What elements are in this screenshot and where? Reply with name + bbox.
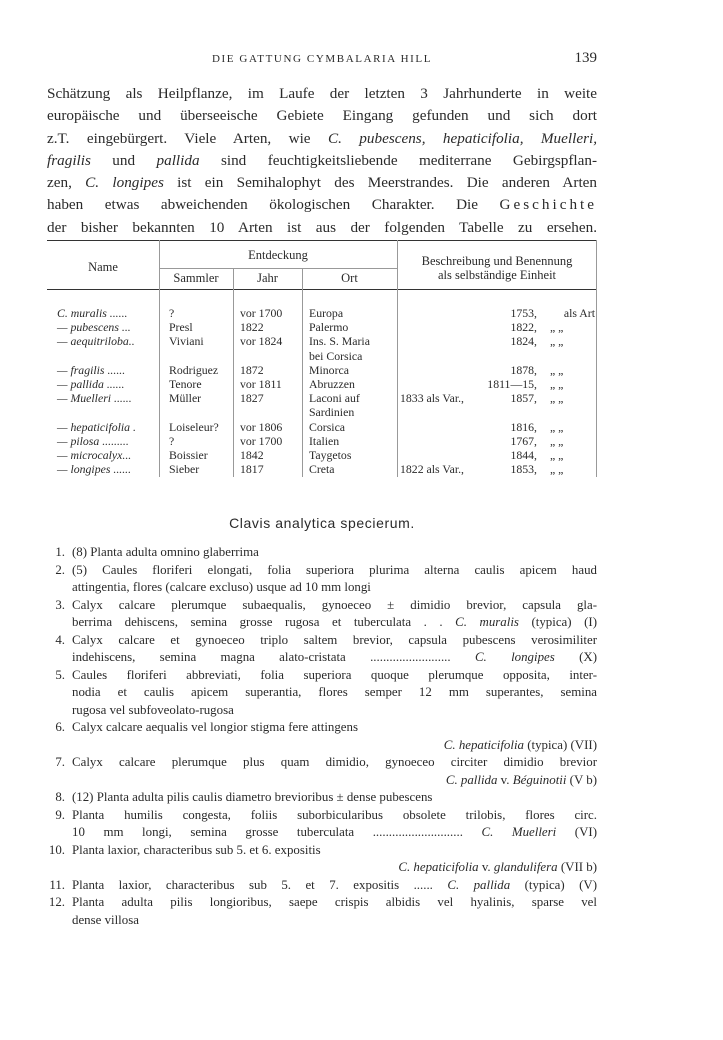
key-text: Planta laxior, characteribus sub 5. et 7. expositis ...... bbox=[72, 877, 448, 892]
species-name: C. muralis bbox=[455, 615, 519, 629]
key-number: 4. bbox=[55, 632, 65, 647]
collector: Müller bbox=[169, 391, 202, 406]
header-beschreibung-2: als selbständige Einheit bbox=[437, 268, 557, 282]
table-row bbox=[47, 334, 597, 348]
collector: Viviani bbox=[169, 334, 204, 349]
key-line bbox=[47, 755, 597, 773]
key-number: 2. bbox=[55, 562, 65, 577]
key-text: Planta laxior, characteribus sub 5. et 6. expositis bbox=[72, 842, 321, 857]
species-name: — aequitriloba.. bbox=[57, 334, 135, 349]
key-text: Calyx calcare plerumque subaequalis, gynoeceo ± dimidio brevior, capsula gla- bbox=[72, 597, 597, 612]
collector: Rodriguez bbox=[169, 362, 219, 377]
key-line bbox=[47, 685, 597, 703]
table-row bbox=[47, 363, 597, 377]
key-text: attingentia, flores (calcare excluso) usque ad 10 mm longi bbox=[72, 580, 371, 594]
key-ref: (X) bbox=[554, 650, 597, 664]
variety-note: 1833 als Var., bbox=[400, 391, 465, 406]
key-text: Planta humilis congesta, foliis suborbicularibus obsolete trilobis, flores circ. bbox=[72, 807, 597, 822]
key-text: rugosa vel subfoveolato-rugosa bbox=[72, 702, 234, 717]
ditto-marks: „ „ bbox=[550, 334, 564, 349]
ditto-marks: „ „ bbox=[550, 448, 564, 462]
collector: Loiseleur? bbox=[169, 419, 219, 434]
collector: ? bbox=[169, 306, 175, 320]
intro-line bbox=[47, 172, 597, 194]
species-name: — pubescens ... bbox=[57, 320, 131, 335]
discovery-year: 1817 bbox=[240, 462, 264, 477]
table-header-rule bbox=[47, 289, 597, 290]
ditto-marks: „ „ bbox=[550, 362, 564, 377]
header-beschreibung: Beschreibung und Benennung bbox=[421, 254, 573, 268]
intro-line bbox=[47, 150, 597, 172]
species-name: pallida bbox=[156, 151, 200, 169]
key-line bbox=[47, 913, 597, 931]
key-line bbox=[47, 703, 597, 721]
key-text: indehiscens, semina magna alato-cristata ......................... bbox=[72, 650, 475, 664]
key-text: 10 mm longi, semina grosse tuberculata ............................ bbox=[72, 825, 482, 839]
discovery-year: vor 1824 bbox=[240, 334, 283, 349]
key-text: Calyx calcare plerumque plus quam dimidio, gynoeceo circiter dimidio brevior bbox=[72, 755, 597, 769]
key-number: 11. bbox=[49, 877, 65, 892]
discovery-year: 1822 bbox=[240, 320, 264, 335]
key-number: 12. bbox=[48, 895, 65, 909]
key-number: 8. bbox=[55, 790, 65, 804]
description-year: 1824, bbox=[510, 334, 537, 349]
key-ref: (V b) bbox=[566, 772, 597, 787]
description-year: 1811—15, bbox=[487, 377, 537, 391]
species-name: C. hepaticifolia bbox=[398, 860, 479, 874]
ditto-marks: „ „ bbox=[550, 391, 564, 406]
collector: ? bbox=[169, 433, 175, 448]
table-row bbox=[47, 405, 597, 419]
ditto-marks: „ „ bbox=[550, 377, 564, 391]
species-name: — microcalyx... bbox=[57, 448, 132, 462]
key-text: (12) Planta adulta pilis caulis diametro brevioribus ± dense pubescens bbox=[72, 790, 433, 804]
intro-line bbox=[47, 128, 597, 150]
spaced-word: Geschichte bbox=[499, 196, 597, 214]
key-text: Planta adulta pilis longioribus, saepe crispis albidis vel hyalinis, sparse vel bbox=[72, 895, 597, 909]
species-name: C. longipes bbox=[85, 174, 164, 192]
key-ref: (VII b) bbox=[557, 860, 597, 874]
header-name: Name bbox=[88, 260, 118, 274]
clavis-title: Clavis analytica specierum. bbox=[229, 515, 415, 531]
key-text: dense villosa bbox=[72, 912, 139, 927]
key-line bbox=[47, 878, 597, 896]
species-name: C. pallida bbox=[447, 877, 511, 892]
running-header bbox=[47, 50, 597, 70]
intro-text: haben etwas abweichenden ökologischen Charakter. Die bbox=[47, 196, 500, 214]
locality: bei Corsica bbox=[309, 348, 363, 363]
key-text: nodia et caulis apicem superantia, flores semper 12 mm superantes, semina bbox=[72, 685, 597, 699]
species-name: C. muralis ...... bbox=[57, 306, 128, 320]
species-name: fragilis bbox=[47, 151, 91, 169]
table-row bbox=[47, 420, 597, 434]
key-number: 1. bbox=[55, 545, 65, 559]
table-row bbox=[47, 462, 597, 476]
description-year: 1753, bbox=[510, 306, 537, 320]
ditto-marks: „ „ bbox=[550, 433, 564, 448]
locality: Palermo bbox=[309, 320, 349, 335]
description-year: 1767, bbox=[510, 433, 537, 448]
intro-line: europäische und überseeische Gebiete Eingang gefunden und sich dort bbox=[47, 107, 597, 125]
collector: Boissier bbox=[169, 448, 208, 462]
discovery-year: 1842 bbox=[240, 448, 264, 462]
discovery-year: 1827 bbox=[240, 391, 264, 406]
intro-line: der bisher bekannten 10 Arten ist aus der folgenden Tabelle zu ersehen. bbox=[47, 218, 597, 236]
description-year: 1816, bbox=[510, 419, 537, 434]
key-line bbox=[47, 580, 597, 598]
key-number: 7. bbox=[55, 755, 65, 769]
description-year: 1844, bbox=[510, 448, 537, 462]
locality: Creta bbox=[309, 462, 335, 477]
description-year: 1878, bbox=[510, 362, 537, 377]
discovery-year: vor 1811 bbox=[240, 377, 282, 391]
discovery-year: 1872 bbox=[240, 362, 264, 377]
key-text: (5) Caules floriferi elongati, folia superiora plurima alterna caulis apicem haud bbox=[72, 562, 597, 577]
key-text: berrima dehiscens, semina grosse rugosa et tuberculata . . bbox=[72, 615, 456, 629]
key-line bbox=[47, 650, 597, 668]
collector: Tenore bbox=[169, 377, 202, 391]
key-text: Calyx calcare aequalis vel longior stigma fere attingens bbox=[72, 720, 358, 734]
intro-line: Schätzung als Heilpflanze, im Laufe der letzten 3 Jahrhunderte in weite bbox=[47, 85, 597, 102]
locality: Abruzzen bbox=[309, 377, 355, 391]
ditto-marks: „ „ bbox=[550, 419, 564, 434]
species-name: — pilosa ......... bbox=[57, 433, 129, 448]
key-text: Caules floriferi abbreviati, folia superiora quoque plerumque opposita, inter- bbox=[72, 667, 597, 682]
rank-note: als Art bbox=[563, 306, 595, 320]
discovery-year: vor 1700 bbox=[240, 433, 283, 448]
table-row bbox=[47, 391, 597, 405]
key-text: (8) Planta adulta omnino glaberrima bbox=[72, 545, 259, 559]
key-ref: (VI) bbox=[556, 825, 597, 839]
key-text: v. bbox=[478, 860, 494, 874]
locality: Taygetos bbox=[309, 448, 352, 462]
key-line bbox=[47, 860, 597, 878]
key-line bbox=[47, 808, 597, 826]
ditto-marks: „ „ bbox=[550, 462, 564, 477]
key-ref: (typica) (VII) bbox=[523, 737, 597, 752]
key-line bbox=[47, 563, 597, 581]
key-line bbox=[47, 720, 597, 738]
species-names: C. pubescens, hepaticifolia, Muelleri, bbox=[327, 129, 597, 147]
group-rule bbox=[159, 268, 397, 269]
key-number: 6. bbox=[55, 720, 65, 734]
description-year: 1857, bbox=[510, 391, 537, 406]
intro-text: sind feuchtigkeitsliebende mediterrane Gebirgspflan- bbox=[199, 151, 597, 169]
header-ort: Ort bbox=[341, 271, 358, 285]
locality: Europa bbox=[309, 306, 344, 320]
locality: Ins. S. Maria bbox=[309, 334, 370, 349]
table-row bbox=[47, 306, 597, 320]
running-title: DIE GATTUNG CYMBALARIA HILL bbox=[211, 53, 433, 65]
intro-line bbox=[47, 194, 597, 216]
species-name: — pallida ...... bbox=[57, 377, 125, 391]
species-name: — Muelleri ...... bbox=[57, 391, 132, 406]
discovery-year: vor 1700 bbox=[240, 306, 283, 320]
ditto-marks: „ „ bbox=[550, 320, 564, 335]
variety-name: Béguinotii bbox=[512, 772, 567, 787]
variety-name: glandulifera bbox=[493, 860, 558, 874]
species-name: — longipes ...... bbox=[57, 462, 132, 477]
key-text: Calyx calcare et gynoeceo triplo saltem brevior, capsula pubescens verosimiliter bbox=[72, 632, 597, 647]
header-sammler: Sammler bbox=[173, 271, 219, 285]
intro-text: zen, bbox=[47, 174, 86, 192]
locality: Minorca bbox=[309, 362, 349, 377]
species-name: — hepaticifolia . bbox=[57, 419, 136, 434]
description-year: 1853, bbox=[510, 462, 537, 477]
table-row bbox=[47, 377, 597, 391]
key-line bbox=[47, 668, 597, 686]
key-text: v. bbox=[497, 772, 513, 787]
locality: Corsica bbox=[309, 419, 346, 434]
discovery-year: vor 1806 bbox=[240, 419, 283, 434]
species-name: C. pallida bbox=[445, 772, 498, 787]
table-row bbox=[47, 434, 597, 448]
key-number: 5. bbox=[55, 667, 65, 682]
key-ref: (typica) (I) bbox=[518, 615, 597, 629]
species-name: C. Muelleri bbox=[481, 825, 557, 839]
key-line bbox=[47, 545, 597, 563]
key-line bbox=[47, 895, 597, 913]
key-number: 9. bbox=[55, 807, 65, 822]
intro-text: und bbox=[90, 151, 157, 169]
description-year: 1822, bbox=[510, 320, 537, 335]
page-number: 139 bbox=[574, 50, 597, 66]
key-number: 10. bbox=[48, 842, 65, 857]
collector: Sieber bbox=[169, 462, 200, 477]
locality: Laconi auf bbox=[309, 391, 360, 406]
key-line bbox=[47, 615, 597, 633]
intro-text: ist ein Semihalophyt des Meerstrandes. Die anderen Arten bbox=[163, 174, 598, 192]
locality: Italien bbox=[309, 433, 340, 448]
header-jahr: Jahr bbox=[257, 271, 278, 285]
key-number: 3. bbox=[55, 597, 65, 612]
key-line bbox=[47, 598, 597, 616]
locality: Sardinien bbox=[309, 405, 355, 420]
species-name: — fragilis ...... bbox=[57, 362, 126, 377]
intro-paragraph bbox=[47, 83, 597, 239]
species-name: C. longipes bbox=[474, 650, 555, 664]
table-row bbox=[47, 320, 597, 334]
table-row bbox=[47, 349, 597, 363]
key-line bbox=[47, 738, 597, 756]
table-top-rule bbox=[47, 240, 597, 241]
table-row bbox=[47, 448, 597, 462]
intro-text: z.T. eingebürgert. Viele Arten, wie bbox=[47, 129, 328, 147]
key-line bbox=[47, 773, 597, 791]
key-line bbox=[47, 843, 597, 861]
header-entdeckung: Entdeckung bbox=[248, 248, 308, 262]
key-line bbox=[47, 825, 597, 843]
variety-note: 1822 als Var., bbox=[400, 462, 465, 477]
key-line bbox=[47, 790, 597, 808]
species-name: C. hepaticifolia bbox=[443, 737, 524, 752]
collector: Presl bbox=[169, 320, 193, 335]
key-ref: (typica) (V) bbox=[510, 877, 598, 892]
key-line bbox=[47, 633, 597, 651]
